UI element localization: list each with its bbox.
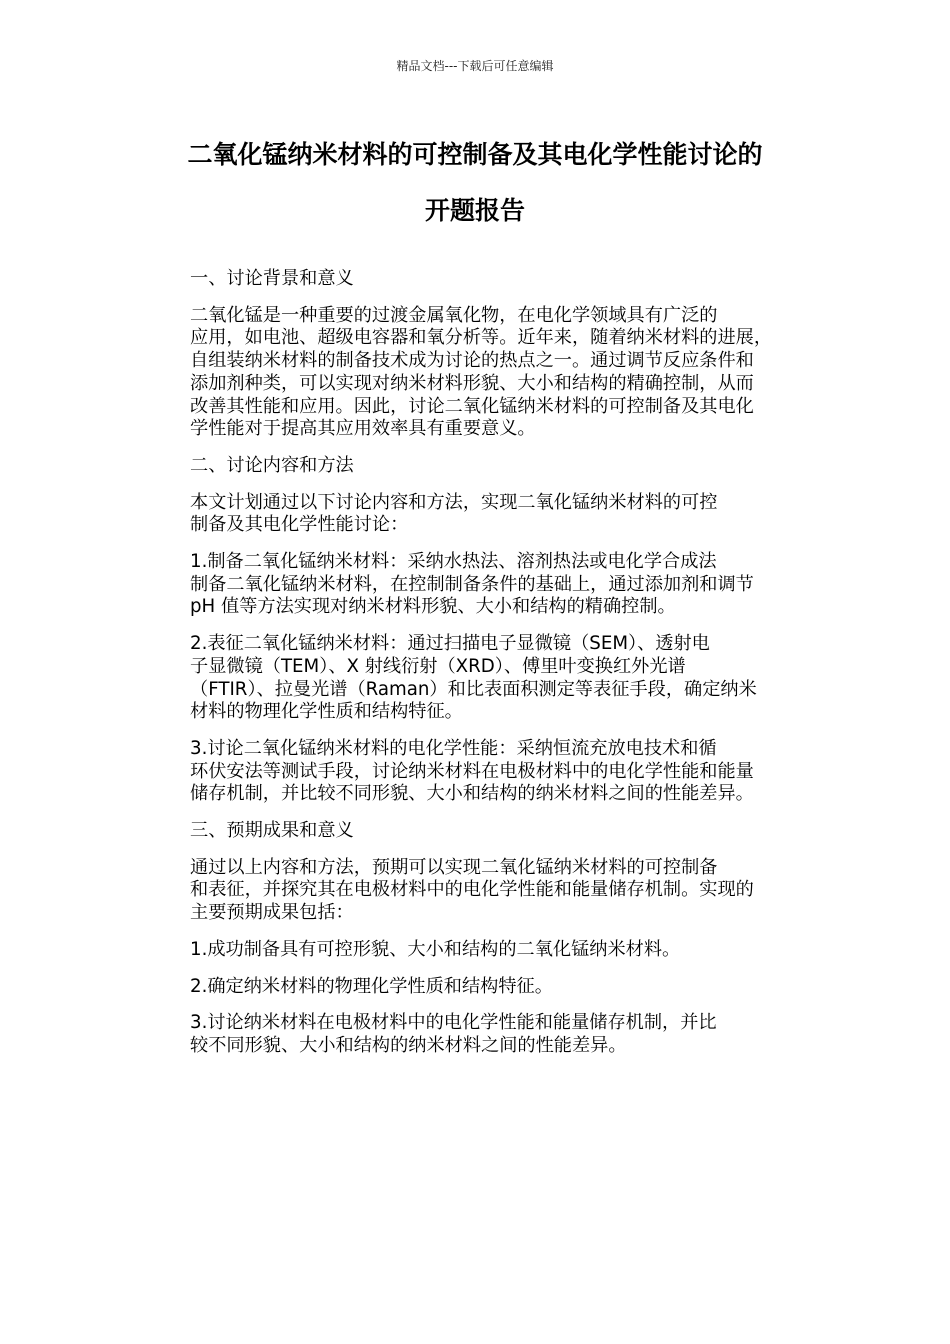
section-2-item-3: 3.讨论二氧化锰纳米材料的电化学性能：采纳恒流充放电技术和循 环伏安法等测试手段，讨论纳米材料在电极材料中的电化学性能和能量 储存机制，并比较不同形貌、大小和结构的纳米材料之间的性能差异。	[190, 737, 754, 805]
section-2-heading: 二、讨论内容和方法	[190, 454, 354, 476]
section-2-intro: 本文计划通过以下讨论内容和方法，实现二氧化锰纳米材料的可控 制备及其电化学性能讨论：	[190, 491, 718, 536]
section-3-item-1: 1.成功制备具有可控形貌、大小和结构的二氧化锰纳米材料。	[190, 938, 681, 960]
section-2-item-1: 1.制备二氧化锰纳米材料：采纳水热法、溶剂热法或电化学合成法 制备二氧化锰纳米材料，在控制制备条件的基础上，通过添加剂和调节 pH 值等方法实现对纳米材料形貌、大小和结构的精确控制。	[190, 551, 754, 618]
section-1-paragraph: 二氧化锰是一种重要的过渡金属氧化物，在电化学领域具有广泛的 应用，如电池、超级电容器和氧分析等。近年来，随着纳米材料的进展， 自组装纳米材料的制备技术成为讨论的热点之一。通过调节反应条件和 添加剂种类，可以实现对纳米材料形貌、大小和结构的精确控制，从而 改善其性能和应用。因此，讨论二氧化锰纳米材料的可控制备及其电化 学性能对于提高其应用效率具有重要意义。	[190, 304, 773, 440]
document-title-line-1: 二氧化锰纳米材料的可控制备及其电化学性能讨论的	[187, 140, 763, 169]
section-3-item-2: 2.确定纳米材料的物理化学性质和结构特征。	[190, 975, 553, 997]
section-2-item-2: 2.表征二氧化锰纳米材料：通过扫描电子显微镜（SEM）、透射电 子显微镜（TEM）、X 射线衍射（XRD）、傅里叶变换红外光谱 （FTIR）、拉曼光谱（Raman）和比表面积测定等表征手段，确定纳米 材料的物理化学性质和结构特征。	[190, 633, 757, 723]
section-3-item-3: 3.讨论纳米材料在电极材料中的电化学性能和能量储存机制，并比 较不同形貌、大小和结构的纳米材料之间的性能差异。	[190, 1012, 717, 1056]
page-header-note: 精品文档---下载后可任意编辑	[396, 59, 554, 73]
section-3-heading: 三、预期成果和意义	[190, 820, 354, 842]
document-title-line-2: 开题报告	[424, 196, 525, 225]
section-3-intro: 通过以上内容和方法，预期可以实现二氧化锰纳米材料的可控制备 和表征，并探究其在电极材料中的电化学性能和能量储存机制。实现的 主要预期成果包括：	[190, 856, 754, 924]
section-1-heading: 一、讨论背景和意义	[190, 268, 354, 289]
document-body	[145, 268, 807, 1072]
